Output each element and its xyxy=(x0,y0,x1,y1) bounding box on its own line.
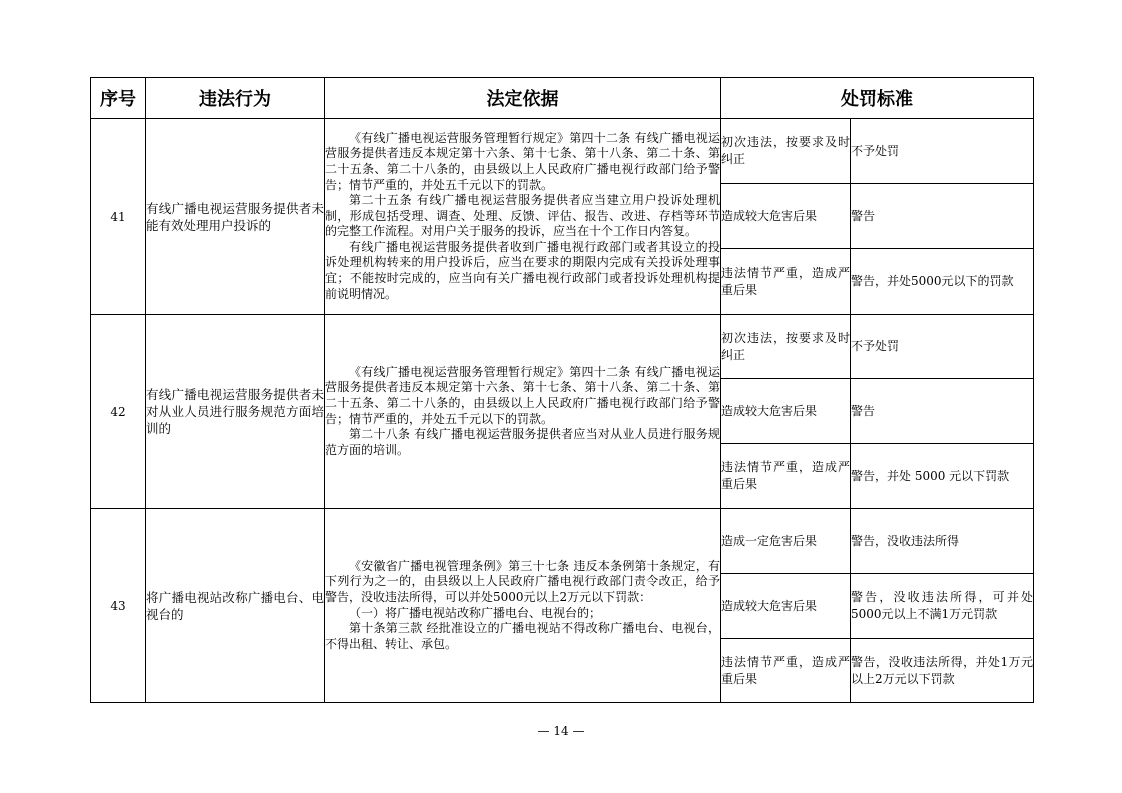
header-basis: 法定依据 xyxy=(325,78,721,119)
penalty-standard: 不予处罚 xyxy=(851,119,1034,184)
row-act: 有线广播电视运营服务提供者未能有效处理用户投诉的 xyxy=(146,119,325,315)
penalty-condition: 违法情节严重，造成严重后果 xyxy=(721,444,851,509)
page-number: — 14 — xyxy=(537,724,585,738)
penalty-condition: 初次违法，按要求及时纠正 xyxy=(721,315,851,379)
penalty-standard: 警告，没收违法所得 xyxy=(851,509,1034,574)
header-seq: 序号 xyxy=(91,78,146,119)
penalty-condition: 造成一定危害后果 xyxy=(721,509,851,574)
basis-paragraph: 第二十八条 有线广播电视运营服务提供者应当对从业人员进行服务规范方面的培训。 xyxy=(325,427,720,457)
penalty-condition: 违法情节严重，造成严重后果 xyxy=(721,249,851,315)
basis-paragraph: （一）将广播电视站改称广播电台、电视台的； xyxy=(349,605,602,620)
row-basis xyxy=(325,119,721,315)
header-act: 违法行为 xyxy=(146,78,325,119)
penalty-standard: 不予处罚 xyxy=(851,315,1034,379)
row-act: 有线广播电视运营服务提供者未对从业人员进行服务规范方面培训的 xyxy=(146,315,325,509)
row-basis xyxy=(325,509,721,703)
penalty-standard: 警告 xyxy=(851,184,1034,249)
penalty-condition: 初次违法，按要求及时纠正 xyxy=(721,119,851,184)
penalty-condition: 造成较大危害后果 xyxy=(721,574,851,639)
table-header-row xyxy=(91,78,1034,119)
row-seq: 43 xyxy=(91,509,146,703)
row-act: 将广播电视站改称广播电台、电视台的 xyxy=(146,509,325,703)
penalty-condition: 违法情节严重，造成严重后果 xyxy=(721,639,851,703)
penalty-table xyxy=(90,77,1034,703)
row-seq: 42 xyxy=(91,315,146,509)
penalty-standard: 警告，并处 5000 元以下罚款 xyxy=(851,444,1034,509)
table-row xyxy=(91,315,1034,379)
table-row xyxy=(91,509,1034,574)
penalty-standard: 警告，没收违法所得，可并处5000元以上不满1万元罚款 xyxy=(851,574,1034,639)
basis-paragraph: 《安徽省广播电视管理条例》第三十七条 违反本条例第十条规定，有下列行为之一的，由县级以上人民政府广播电视行政部门责令改正，给予警告，没收违法所得，可以并处5000元以上2万元以下罚款： xyxy=(325,558,720,604)
row-seq: 41 xyxy=(91,119,146,315)
penalty-condition: 造成较大危害后果 xyxy=(721,379,851,444)
penalty-standard: 警告，没收违法所得，并处1万元以上2万元以下罚款 xyxy=(851,639,1034,703)
header-penalty: 处罚标准 xyxy=(721,78,1034,119)
penalty-condition: 造成较大危害后果 xyxy=(721,184,851,249)
basis-paragraph: 有线广播电视运营服务提供者收到广播电视行政部门或者其设立的投诉处理机构转来的用户投诉后，应当在要求的期限内完成有关投诉处理事宜；不能按时完成的，应当向有关广播电视行政部门或者投诉处理机构提前说明情况。 xyxy=(325,239,720,301)
basis-paragraph: 第十条第三款 经批准设立的广播电视站不得改称广播电台、电视台，不得出租、转让、承包。 xyxy=(325,621,720,651)
table-row xyxy=(91,119,1034,184)
penalty-standard: 警告 xyxy=(851,379,1034,444)
basis-paragraph: 《有线广播电视运营服务管理暂行规定》第四十二条 有线广播电视运营服务提供者违反本规定第十六条、第十七条、第十八条、第二十条、第二十五条、第二十八条的，由县级以上人民政府广播电视行政部门给予警告；情节严重的，并处五千元以下的罚款。 xyxy=(325,130,720,192)
penalty-standard: 警告，并处5000元以下的罚款 xyxy=(851,249,1034,315)
basis-paragraph: 第二十五条 有线广播电视运营服务提供者应当建立用户投诉处理机制，形成包括受理、调查、处理、反馈、评估、报告、改进、存档等环节的完整工作流程。对用户关于服务的投诉，应当在十个工作日内答复。 xyxy=(325,193,720,239)
basis-paragraph: 《有线广播电视运营服务管理暂行规定》第四十二条 有线广播电视运营服务提供者违反本规定第十六条、第十七条、第十八条、第二十条、第二十五条、第二十八条的，由县级以上人民政府广播电视行政部门给予警告；情节严重的，并处五千元以下的罚款。 xyxy=(325,364,720,426)
row-basis xyxy=(325,315,721,509)
